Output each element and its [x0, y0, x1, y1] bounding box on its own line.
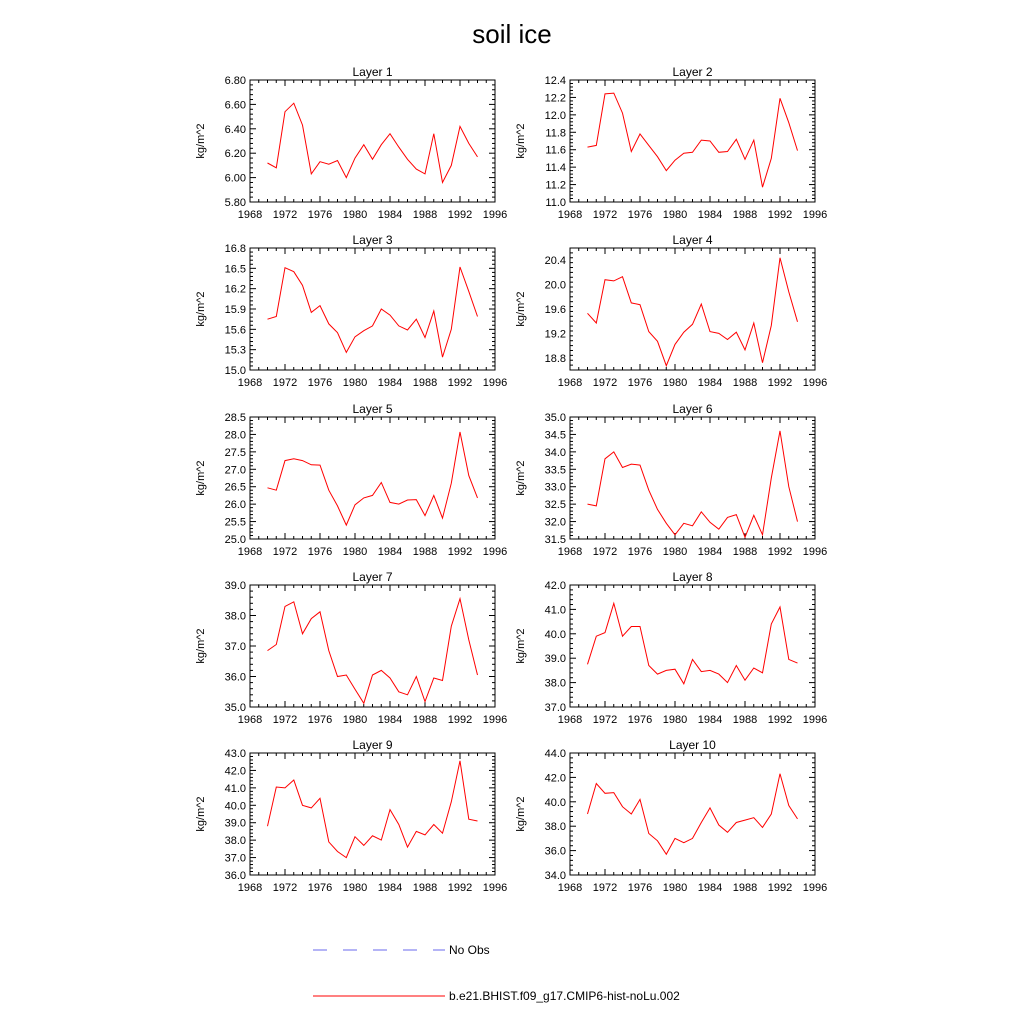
x-tick-label: 1988	[732, 546, 758, 558]
x-tick-label: 1988	[412, 209, 438, 221]
x-tick-label: 1968	[557, 882, 583, 894]
x-tick-label: 1992	[767, 377, 793, 389]
x-tick-label: 1972	[272, 714, 298, 726]
y-tick-label: 12.0	[544, 109, 566, 122]
x-tick-label: 1980	[662, 714, 688, 726]
x-tick-label: 1976	[307, 546, 333, 558]
series-line	[268, 267, 478, 357]
x-tick-label: 1968	[557, 714, 583, 726]
y-tick-label: 11.6	[545, 144, 566, 157]
x-tick-label: 1976	[627, 209, 653, 221]
x-tick-label: 1972	[272, 546, 298, 558]
x-tick-label: 1968	[557, 546, 583, 558]
y-tick-label: 38.0	[544, 821, 566, 834]
panel-layer-8	[515, 570, 827, 726]
y-tick-label: 33.0	[544, 481, 566, 494]
y-tick-label: 40.0	[544, 796, 566, 809]
y-tick-label: 37.0	[224, 641, 246, 653]
y-tick-label: 6.40	[224, 123, 246, 136]
y-tick-label: 6.20	[224, 148, 246, 161]
x-tick-label: 1984	[377, 209, 403, 221]
y-tick-label: 41.0	[224, 782, 246, 795]
x-tick-label: 1992	[447, 546, 473, 558]
y-tick-label: 18.8	[544, 352, 566, 365]
x-tick-label: 1976	[627, 377, 653, 389]
panels-group	[195, 65, 827, 894]
y-tick-label: 16.8	[224, 243, 246, 255]
x-tick-label: 1972	[592, 882, 618, 894]
series-line	[268, 599, 478, 704]
series-line	[588, 93, 798, 187]
series-line	[588, 431, 798, 537]
x-tick-label: 1988	[412, 546, 438, 558]
x-tick-label: 1976	[627, 546, 653, 558]
x-tick-label: 1980	[342, 714, 368, 726]
y-axis-label: kg/m^2	[515, 628, 527, 664]
panel-layer-3	[195, 233, 507, 389]
x-tick-label: 1992	[767, 546, 793, 558]
y-tick-label: 42.0	[224, 765, 246, 778]
y-tick-label: 27.5	[224, 446, 246, 459]
y-tick-label: 39.0	[544, 653, 566, 666]
x-tick-label: 1976	[307, 882, 333, 894]
x-tick-label: 1992	[447, 209, 473, 221]
x-tick-label: 1968	[237, 882, 263, 894]
y-tick-label: 25.0	[224, 534, 246, 546]
panel-title: Layer 10	[669, 738, 716, 752]
y-tick-label: 28.0	[224, 429, 246, 442]
y-tick-label: 43.0	[224, 748, 246, 760]
y-tick-label: 27.0	[224, 464, 246, 477]
y-tick-label: 37.0	[544, 702, 566, 714]
x-tick-label: 1980	[662, 882, 688, 894]
y-axis-label: kg/m^2	[195, 291, 207, 327]
legend-model-label: b.e21.BHIST.f09_g17.CMIP6-hist-noLu.002	[449, 989, 680, 1003]
y-tick-label: 26.0	[224, 499, 246, 512]
y-tick-label: 36.0	[224, 870, 246, 882]
panel-layer-10	[515, 738, 827, 894]
x-tick-label: 1980	[342, 882, 368, 894]
x-tick-label: 1980	[662, 209, 688, 221]
panel-layer-9	[195, 738, 507, 894]
x-tick-label: 1972	[592, 377, 618, 389]
plot-frame	[570, 248, 815, 370]
x-tick-label: 1968	[237, 209, 263, 221]
legend-no-obs-label: No Obs	[449, 943, 490, 957]
panel-title: Layer 1	[352, 65, 393, 79]
y-tick-label: 32.5	[544, 499, 566, 512]
panel-title: Layer 4	[672, 233, 713, 247]
x-tick-label: 1984	[697, 714, 723, 726]
panel-title: Layer 2	[672, 65, 713, 79]
x-tick-label: 1972	[272, 882, 298, 894]
x-tick-label: 1976	[627, 882, 653, 894]
y-tick-label: 11.4	[545, 162, 566, 175]
x-tick-label: 1972	[592, 714, 618, 726]
y-axis-label: kg/m^2	[515, 460, 527, 496]
y-tick-label: 11.0	[545, 197, 566, 209]
plot-frame	[250, 80, 495, 202]
x-tick-label: 1996	[482, 377, 508, 389]
x-tick-label: 1996	[802, 209, 828, 221]
y-tick-label: 15.9	[224, 304, 246, 316]
x-tick-label: 1996	[802, 714, 828, 726]
y-tick-label: 39.0	[224, 817, 246, 830]
x-tick-label: 1988	[412, 714, 438, 726]
x-tick-label: 1980	[342, 209, 368, 221]
x-tick-label: 1988	[732, 714, 758, 726]
x-tick-label: 1972	[592, 546, 618, 558]
panel-title: Layer 3	[352, 233, 393, 247]
plot-frame	[570, 80, 815, 202]
y-tick-label: 42.0	[544, 580, 566, 592]
series-line	[268, 761, 478, 858]
y-tick-label: 15.3	[224, 344, 246, 357]
y-tick-label: 32.0	[544, 516, 566, 529]
x-tick-label: 1980	[662, 546, 688, 558]
x-tick-label: 1972	[592, 209, 618, 221]
panel-title: Layer 7	[352, 570, 393, 584]
y-tick-label: 5.80	[224, 197, 246, 209]
x-tick-label: 1968	[237, 377, 263, 389]
y-tick-label: 40.0	[544, 628, 566, 641]
x-tick-label: 1992	[767, 209, 793, 221]
y-tick-label: 35.0	[544, 412, 566, 424]
x-tick-label: 1996	[482, 882, 508, 894]
y-tick-label: 26.5	[224, 481, 246, 494]
plot-frame	[570, 753, 815, 875]
plot-frame	[250, 248, 495, 370]
plot-frame	[570, 585, 815, 707]
series-line	[268, 432, 478, 525]
x-tick-label: 1996	[802, 546, 828, 558]
y-tick-label: 38.0	[224, 835, 246, 848]
x-tick-label: 1976	[627, 714, 653, 726]
y-tick-label: 31.5	[544, 534, 566, 546]
x-tick-label: 1988	[732, 882, 758, 894]
x-tick-label: 1996	[802, 377, 828, 389]
x-tick-label: 1996	[802, 882, 828, 894]
x-tick-label: 1968	[237, 714, 263, 726]
x-tick-label: 1988	[412, 377, 438, 389]
panel-title: Layer 9	[352, 738, 393, 752]
y-tick-label: 35.0	[224, 702, 246, 714]
x-tick-label: 1988	[412, 882, 438, 894]
x-tick-label: 1972	[272, 377, 298, 389]
panel-layer-2	[515, 65, 827, 221]
y-tick-label: 38.0	[224, 610, 246, 623]
x-tick-label: 1996	[482, 546, 508, 558]
series-line	[588, 603, 798, 684]
x-tick-label: 1996	[482, 714, 508, 726]
y-tick-label: 34.0	[544, 870, 566, 882]
x-tick-label: 1984	[697, 209, 723, 221]
x-tick-label: 1968	[237, 546, 263, 558]
x-tick-label: 1972	[272, 209, 298, 221]
series-line	[588, 774, 798, 855]
y-tick-label: 33.5	[544, 464, 566, 477]
y-tick-label: 16.5	[224, 263, 246, 276]
figure-title: soil ice	[472, 19, 552, 49]
y-tick-label: 6.60	[224, 99, 246, 112]
x-tick-label: 1984	[377, 546, 403, 558]
panel-layer-5	[195, 402, 507, 558]
x-tick-label: 1984	[377, 882, 403, 894]
y-tick-label: 40.0	[224, 800, 246, 813]
panel-layer-1	[195, 65, 507, 221]
x-tick-label: 1992	[447, 714, 473, 726]
series-line	[268, 103, 478, 182]
x-tick-label: 1976	[307, 714, 333, 726]
x-tick-label: 1992	[447, 882, 473, 894]
y-tick-label: 20.0	[544, 279, 566, 292]
y-tick-label: 16.2	[224, 283, 246, 296]
x-tick-label: 1992	[767, 714, 793, 726]
panel-layer-6	[515, 402, 827, 558]
y-tick-label: 15.6	[224, 324, 246, 337]
x-tick-label: 1968	[557, 377, 583, 389]
plot-frame	[250, 417, 495, 539]
y-tick-label: 36.0	[224, 671, 246, 684]
x-tick-label: 1984	[377, 714, 403, 726]
y-tick-label: 20.4	[544, 255, 566, 268]
y-tick-label: 25.5	[224, 516, 246, 529]
y-tick-label: 41.0	[544, 604, 566, 617]
y-axis-label: kg/m^2	[515, 796, 527, 832]
y-tick-label: 6.00	[224, 172, 246, 185]
x-tick-label: 1980	[342, 377, 368, 389]
y-axis-label: kg/m^2	[195, 460, 207, 496]
x-tick-label: 1976	[307, 209, 333, 221]
y-tick-label: 12.4	[544, 75, 566, 87]
y-tick-label: 44.0	[544, 748, 566, 760]
series-line	[588, 258, 798, 366]
y-tick-label: 6.80	[224, 75, 246, 87]
y-axis-label: kg/m^2	[195, 123, 207, 159]
y-tick-label: 39.0	[224, 580, 246, 592]
y-tick-label: 36.0	[544, 845, 566, 858]
panel-layer-4	[515, 233, 827, 389]
x-tick-label: 1992	[767, 882, 793, 894]
x-tick-label: 1968	[557, 209, 583, 221]
y-tick-label: 37.0	[224, 852, 246, 865]
legend	[313, 943, 680, 1003]
x-tick-label: 1992	[447, 377, 473, 389]
y-axis-label: kg/m^2	[195, 628, 207, 664]
y-axis-label: kg/m^2	[515, 291, 527, 327]
y-tick-label: 11.8	[545, 127, 566, 140]
plot-frame	[570, 417, 815, 539]
x-tick-label: 1984	[697, 882, 723, 894]
y-tick-label: 15.0	[224, 365, 246, 377]
x-tick-label: 1996	[482, 209, 508, 221]
y-tick-label: 28.5	[224, 412, 246, 424]
y-axis-label: kg/m^2	[515, 123, 527, 159]
x-tick-label: 1988	[732, 377, 758, 389]
y-tick-label: 19.6	[544, 304, 566, 316]
panel-title: Layer 5	[352, 402, 393, 416]
x-tick-label: 1984	[697, 546, 723, 558]
y-tick-label: 12.2	[544, 92, 566, 105]
x-tick-label: 1984	[697, 377, 723, 389]
panel-title: Layer 6	[672, 402, 713, 416]
x-tick-label: 1988	[732, 209, 758, 221]
y-tick-label: 34.5	[544, 429, 566, 442]
y-tick-label: 11.2	[545, 179, 566, 192]
x-tick-label: 1980	[662, 377, 688, 389]
x-tick-label: 1976	[307, 377, 333, 389]
y-tick-label: 38.0	[544, 677, 566, 690]
panel-layer-7	[195, 570, 507, 726]
y-tick-label: 42.0	[544, 772, 566, 785]
y-tick-label: 34.0	[544, 446, 566, 459]
y-axis-label: kg/m^2	[195, 796, 207, 832]
x-tick-label: 1984	[377, 377, 403, 389]
x-tick-label: 1980	[342, 546, 368, 558]
y-tick-label: 19.2	[544, 328, 566, 341]
panel-title: Layer 8	[672, 570, 713, 584]
